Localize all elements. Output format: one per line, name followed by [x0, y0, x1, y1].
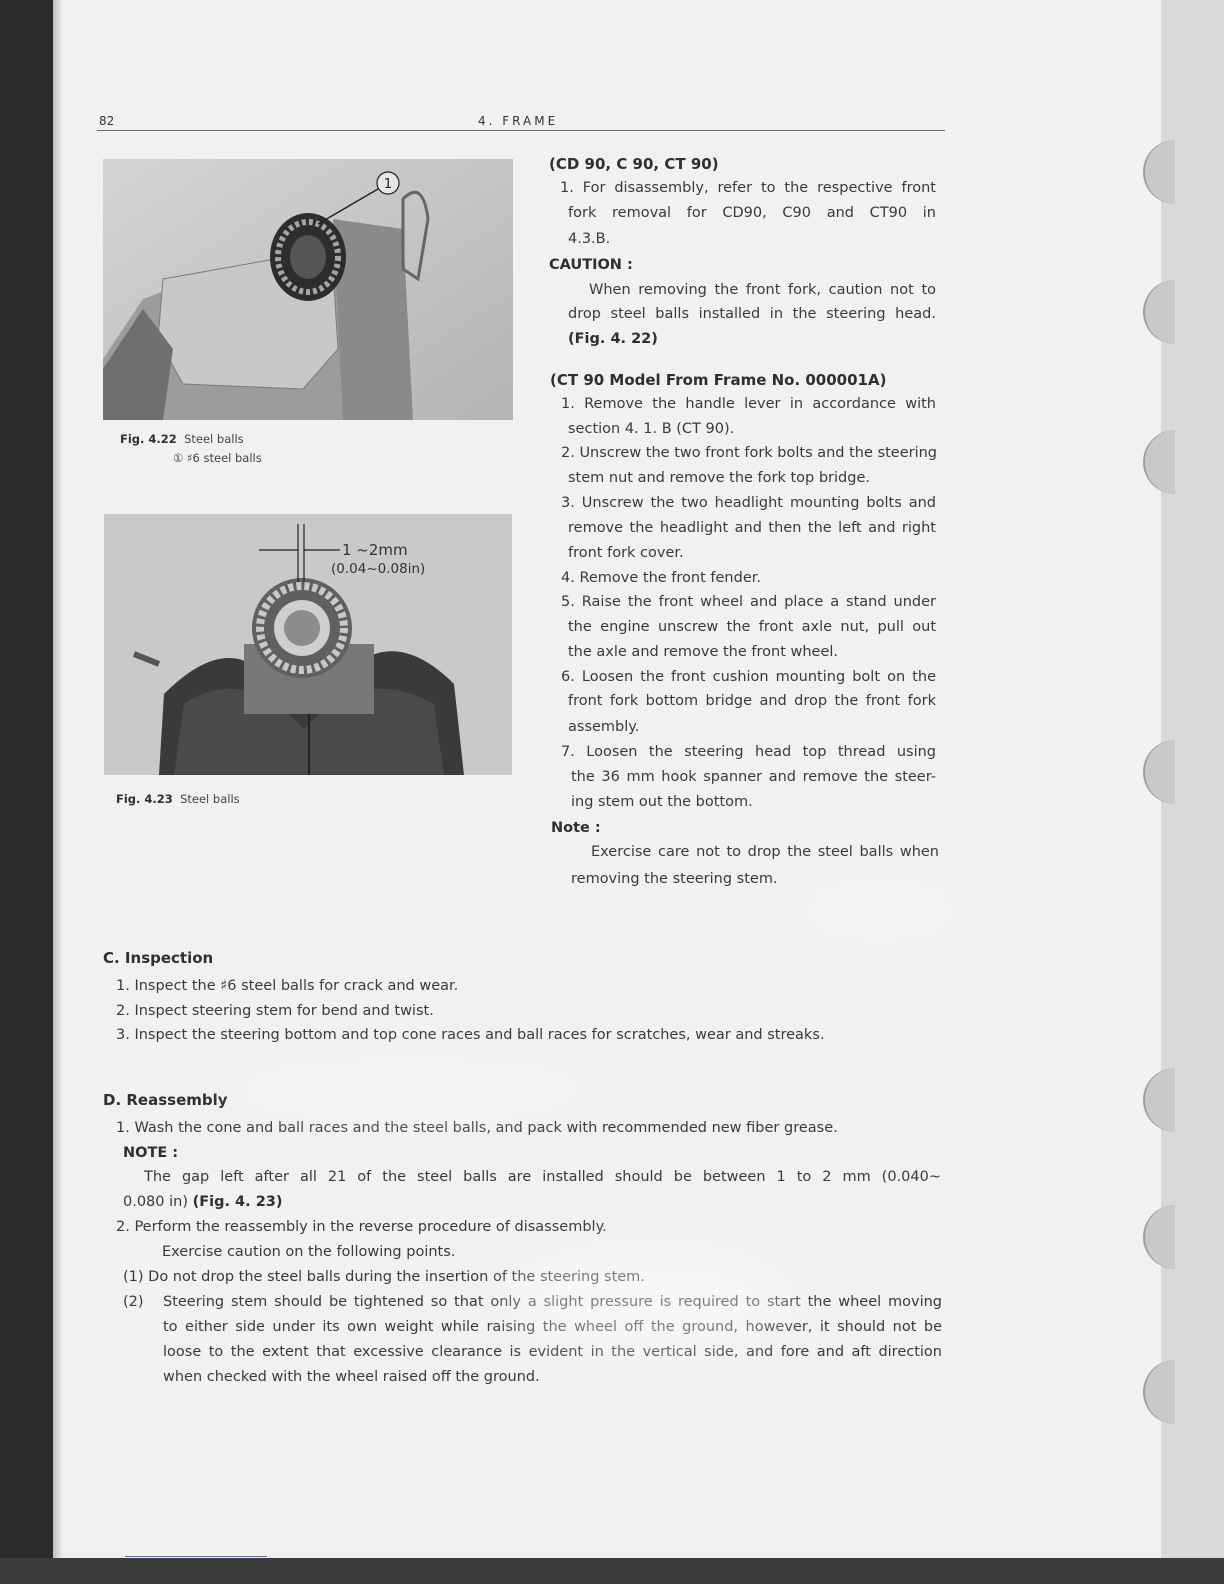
note-line: Exercise care not to drop the steel balls when	[591, 844, 939, 860]
note-line: removing the steering stem.	[571, 871, 778, 887]
note-label: Note :	[551, 820, 601, 836]
ct90-step-line: section 4. 1. B (CT 90).	[568, 421, 735, 437]
ct90-step-line: the 36 mm hook spanner and remove the steer-	[571, 769, 936, 785]
figure-4-22-legend: ① ♯6 steel balls	[173, 451, 262, 465]
ct90-step-line: 3. Unscrew the two headlight mounting bolts and	[561, 495, 936, 511]
inspection-item: 1. Inspect the ♯6 steel balls for crack and wear.	[116, 978, 459, 994]
figure-callout-1: 1	[383, 177, 393, 192]
figure-4-22-photo	[103, 159, 513, 420]
ct90-step-line: remove the headlight and then the left and right	[568, 520, 936, 536]
ct90-step-line: assembly.	[568, 719, 640, 735]
ct90-step-line: 6. Loosen the front cushion mounting bolt on the	[561, 669, 936, 685]
figure-4-22-caption: Fig. 4.22 Steel balls	[120, 432, 244, 446]
reassembly-point: (1) Do not drop the steel balls during the insertion of the steering stem.	[123, 1269, 645, 1285]
ct90-step-line: front fork bottom bridge and drop the front fork	[568, 693, 936, 709]
gap-dimension-mm: 1 ~2mm	[342, 541, 408, 559]
reassembly-note-line: The gap left after all 21 of the steel balls are installed should be between 1 to 2 mm (0.040~	[144, 1169, 941, 1185]
step-1-line: 4.3.B.	[568, 231, 611, 247]
header-rule	[97, 130, 945, 131]
ct90-step-line: 4. Remove the front fender.	[561, 570, 761, 586]
step-1-line: 1. For disassembly, refer to the respective front	[560, 180, 936, 196]
scan-smudge	[500, 1240, 800, 1360]
ct90-step-line: front fork cover.	[568, 545, 684, 561]
reassembly-point-line: Steering stem should be tightened so that only a slight pressure is required to start the wheel moving	[163, 1294, 942, 1310]
ct90-step-line: 2. Unscrew the two front fork bolts and the steering	[561, 445, 937, 461]
reassembly-subtext: Exercise caution on the following points.	[162, 1244, 456, 1260]
reassembly-point-line: when checked with the wheel raised off the ground.	[163, 1369, 540, 1385]
caution-label: CAUTION :	[549, 257, 633, 273]
scan-shadow	[53, 0, 63, 1584]
ct90-step-line: 1. Remove the handle lever in accordance with	[561, 396, 936, 412]
ct90-step-line: the engine unscrew the front axle nut, pull out	[568, 619, 936, 635]
scanner-artifact-line	[125, 1556, 267, 1557]
section-title-cd90: (CD 90, C 90, CT 90)	[549, 155, 719, 173]
inspection-item: 3. Inspect the steering bottom and top cone races and ball races for scratches, wear and streaks.	[116, 1027, 825, 1043]
reassembly-note-line2: 0.080 in) (Fig. 4. 23)	[123, 1194, 283, 1210]
figure-4-23-caption: Fig. 4.23 Steel balls	[116, 792, 240, 806]
reassembly-point-line: loose to the extent that excessive clearance is evident in the vertical side, and fore and aft direction	[163, 1344, 942, 1360]
figure-4-23-photo	[104, 514, 512, 775]
ct90-step-line: 7. Loosen the steering head top thread using	[561, 744, 936, 760]
page-number: 82	[99, 114, 115, 128]
caution-figure-ref: (Fig. 4. 22)	[568, 331, 658, 347]
scanner-bottom-edge	[0, 1558, 1224, 1584]
chapter-title: 4. FRAME	[478, 114, 559, 128]
reassembly-point-label: (2)	[123, 1294, 144, 1310]
caution-line: When removing the front fork, caution not to	[589, 282, 936, 298]
reassembly-heading: D. Reassembly	[103, 1091, 228, 1109]
ct90-step-line: the axle and remove the front wheel.	[568, 644, 839, 660]
reassembly-point-line: to either side under its own weight while raising the wheel off the ground, however, it should not be	[163, 1319, 942, 1335]
section-title-ct90: (CT 90 Model From Frame No. 000001A)	[550, 371, 887, 389]
reassembly-item: 2. Perform the reassembly in the reverse procedure of disassembly.	[116, 1219, 607, 1235]
ct90-step-line: 5. Raise the front wheel and place a stand under	[561, 594, 936, 610]
step-1-line: fork removal for CD90, C90 and CT90 in	[568, 205, 936, 221]
reassembly-item: 1. Wash the cone and ball races and the steel balls, and pack with recommended new fiber grease.	[116, 1120, 838, 1136]
scan-smudge	[800, 880, 960, 940]
caution-line: drop steel balls installed in the steering head.	[568, 306, 936, 322]
gap-dimension-in: (0.04~0.08in)	[331, 561, 426, 577]
ct90-step-line: stem nut and remove the fork top bridge.	[568, 470, 870, 486]
reassembly-note-label: NOTE :	[123, 1145, 179, 1161]
scan-smudge	[230, 1060, 590, 1120]
inspection-item: 2. Inspect steering stem for bend and twist.	[116, 1003, 434, 1019]
ct90-step-line: ing stem out the bottom.	[571, 794, 753, 810]
inspection-heading: C. Inspection	[103, 949, 214, 967]
